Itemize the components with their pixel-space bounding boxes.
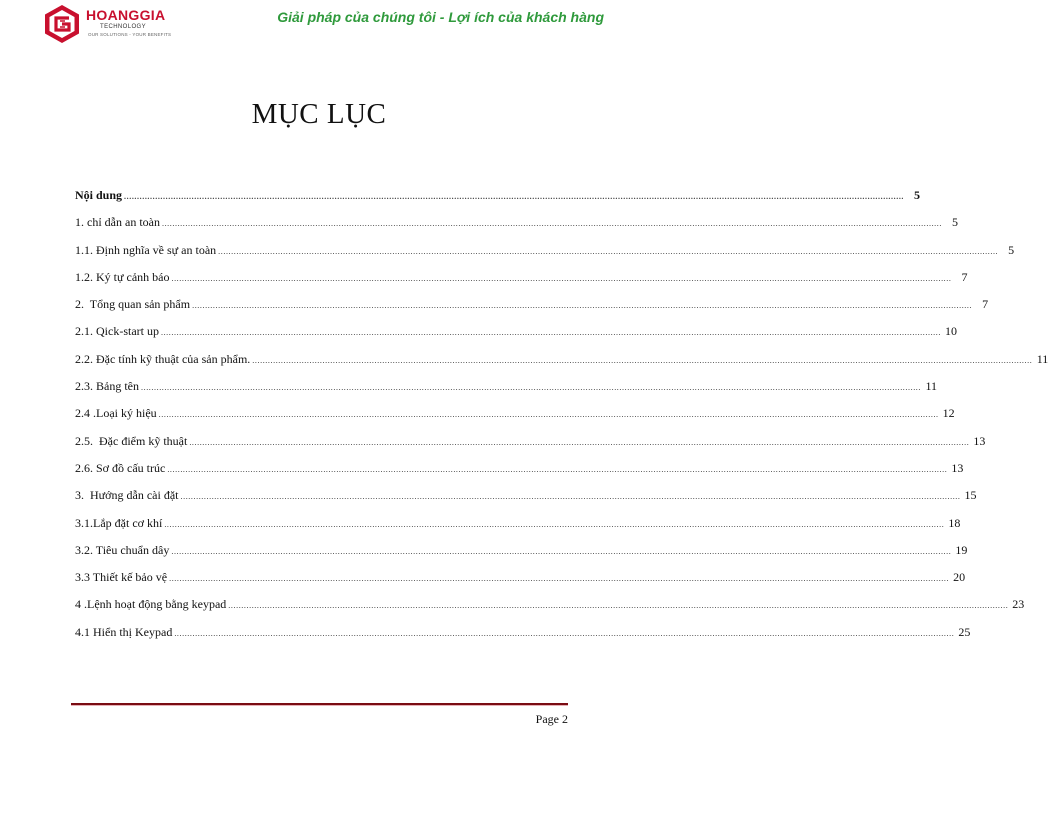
footer-divider (71, 703, 568, 706)
toc-entry-label: 2.2. Đặc tính kỹ thuật của sản phẩm. (75, 351, 251, 366)
toc-entry[interactable] (75, 213, 958, 231)
toc-entry-page: 12 (942, 406, 955, 421)
page-title: MỤC LỤC (251, 98, 387, 130)
toc-dot-leader: ............................................................................................................................................................................................................................................................................................................ (167, 464, 948, 474)
hoanggia-logo-icon (42, 4, 82, 44)
toc-dot-leader: ............................................................................................................................................................................................................................................................................................................ (180, 492, 961, 502)
toc-entry-label: 3.1.Lắp đặt cơ khí (75, 515, 163, 530)
toc-dot-leader: ............................................................................................................................................................................................................................................................................................................ (160, 328, 941, 338)
toc-entry[interactable] (75, 295, 989, 313)
toc-entry-label: 1.2. Ký tự cảnh báo (75, 269, 170, 284)
toc-entry-page: 7 (982, 297, 989, 312)
brand-slogan: OUR SOLUTIONS - YOUR BENEFITS (88, 32, 172, 37)
toc-dot-leader: ............................................................................................................................................................................................................................................................................................................ (228, 601, 1009, 611)
toc-entry-label: 2.3. Bảng tên (75, 379, 139, 394)
toc-entry-label: 4 .Lệnh hoạt động bằng keypad (75, 597, 227, 612)
toc-entry-page: 7 (961, 269, 968, 284)
page-number: Page 2 (535, 712, 568, 726)
toc-entry-label: 3.3 Thiết kế bảo vệ (75, 570, 168, 585)
toc-entry-page: 15 (964, 488, 977, 503)
toc-dot-leader: ............................................................................................................................................................................................................................................................................................................ (158, 410, 939, 420)
toc-entry[interactable] (75, 623, 971, 641)
toc-entry[interactable] (75, 322, 957, 340)
page-header (0, 0, 638, 50)
toc-entry-label: 2.4 .Loại ký hiệu (75, 406, 157, 421)
toc-entry[interactable] (75, 486, 977, 504)
toc-entry-page: 10 (944, 324, 957, 339)
toc-dot-leader: ............................................................................................................................................................................................................................................................................................................ (169, 574, 950, 584)
toc-dot-leader: ............................................................................................................................................................................................................................................................................................................ (192, 301, 973, 311)
toc-entry-page: 18 (948, 515, 961, 530)
toc-entry[interactable] (75, 595, 1025, 613)
toc-entry-page: 5 (1008, 242, 1015, 257)
toc-dot-leader: ............................................................................................................................................................................................................................................................................................................ (252, 355, 1033, 365)
company-logo (42, 4, 212, 46)
brand-name: HOANGGIA (86, 7, 166, 23)
toc-entry[interactable] (75, 350, 1048, 368)
toc-entry-page: 5 (914, 188, 921, 202)
toc-dot-leader: ............................................................................................................................................................................................................................................................................................................ (189, 437, 970, 447)
toc-dot-leader: ............................................................................................................................................................................................................................................................................................................ (218, 246, 999, 256)
toc-entry[interactable] (75, 377, 937, 395)
toc-entry[interactable] (75, 432, 986, 450)
toc-entry-page: 19 (955, 542, 968, 557)
toc-entry-label: 2.6. Sơ đồ cấu trúc (75, 460, 166, 475)
toc-entry-page: 5 (951, 215, 958, 230)
brand-subtitle: TECHNOLOGY (100, 24, 147, 30)
toc-entry-label: 2.1. Qick-start up (75, 324, 159, 339)
toc-entry-label: 1.1. Định nghĩa về sự an toàn (75, 242, 217, 257)
toc-entry[interactable] (75, 268, 968, 286)
toc-entry-label: 3. Hướng dẫn cài đặt (75, 488, 179, 503)
toc-dot-leader: ............................................................................................................................................................................................................................................................................................................ (171, 273, 952, 283)
toc-entry-label: 2. Tổng quan sản phẩm (75, 297, 191, 312)
toc-entry-label: Nội dung (75, 188, 123, 202)
toc-entry[interactable] (75, 241, 1015, 259)
toc-entry-label: 1. chỉ dẫn an toàn (75, 215, 160, 230)
toc-entry[interactable] (75, 186, 921, 204)
toc-entry[interactable] (75, 514, 961, 532)
toc-entry-page: 25 (958, 624, 971, 639)
toc-dot-leader: ............................................................................................................................................................................................................................................................................................................ (174, 628, 955, 638)
toc-entry-page: 13 (951, 460, 964, 475)
toc-entry-label: 4.1 Hiển thị Keypad (75, 624, 173, 639)
header-tagline: Giải pháp của chúng tôi - Lợi ích của khách hàng (277, 9, 604, 25)
toc-entry[interactable] (75, 404, 955, 422)
table-of-contents (75, 186, 1048, 650)
toc-entry-page: 11 (1036, 351, 1048, 366)
toc-dot-leader: ............................................................................................................................................................................................................................................................................................................ (141, 383, 921, 393)
toc-entry-page: 11 (925, 379, 937, 394)
toc-entry-label: 2.5. Đặc điểm kỹ thuật (75, 433, 188, 448)
toc-entry[interactable] (75, 459, 964, 477)
toc-entry-page: 23 (1012, 597, 1025, 612)
toc-entry[interactable] (75, 541, 968, 559)
toc-dot-leader: ............................................................................................................................................................................................................................................................................................................ (164, 519, 945, 529)
toc-entry-page: 13 (973, 433, 986, 448)
toc-dot-leader: ............................................................................................................................................................................................................................................................................................................ (161, 219, 942, 229)
toc-entry-label: 3.2. Tiêu chuẩn dây (75, 542, 170, 557)
toc-entry-page: 20 (953, 570, 966, 585)
toc-dot-leader: ............................................................................................................................................................................................................................................................................................................ (124, 192, 905, 201)
toc-dot-leader: ............................................................................................................................................................................................................................................................................................................ (171, 546, 952, 556)
toc-entry[interactable] (75, 568, 966, 586)
